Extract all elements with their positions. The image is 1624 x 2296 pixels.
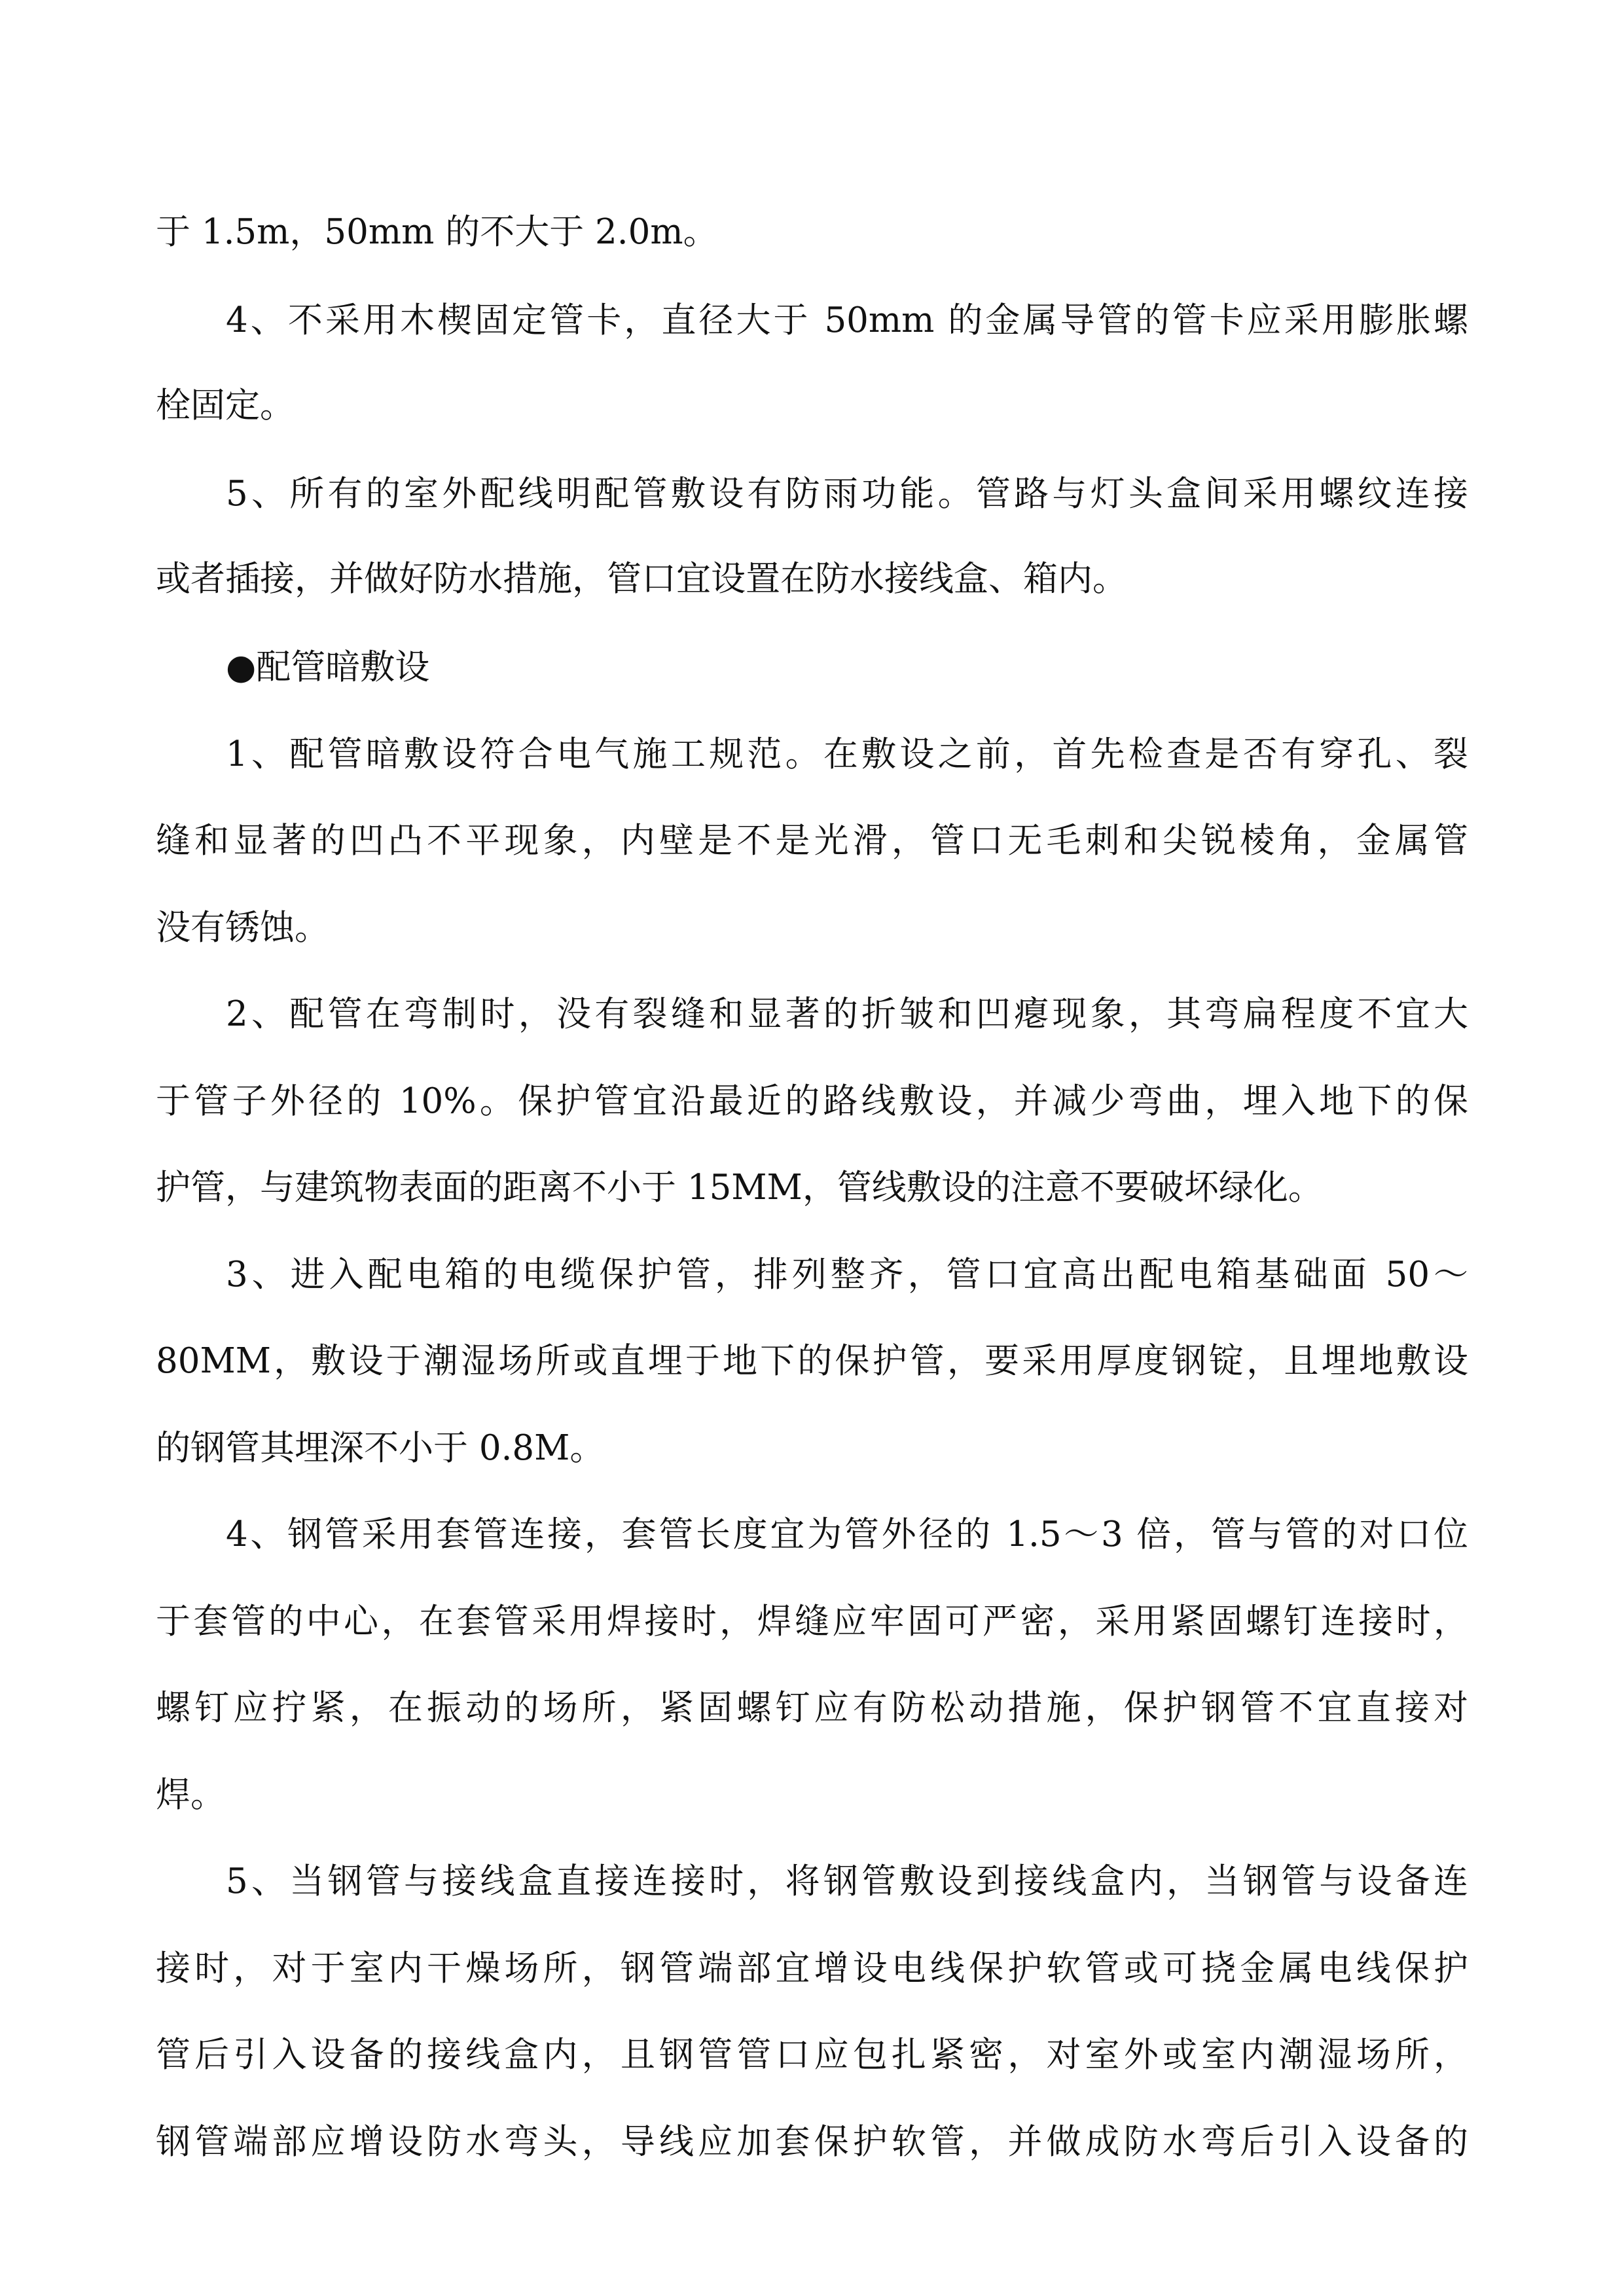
text-line: 或者插接，并做好防水措施，管口宜设置在防水接线盒、箱内。 [156, 559, 1127, 599]
text-line: 螺钉应拧紧，在振动的场所，紧固螺钉应有防松动措施，保护钢管不宜直接对 [156, 1688, 1468, 1728]
text-line: 钢管端部应增设防水弯头，导线应加套保护软管，并做成防水弯后引入设备的 [156, 2122, 1468, 2162]
text-line: 管后引入设备的接线盒内，且钢管管口应包扎紧密，对室外或室内潮湿场所， [156, 2035, 1468, 2075]
text-line: 没有锈蚀。 [156, 908, 329, 948]
text-line: 80MM，敷设于潮湿场所或直埋于地下的保护管，要采用厚度钢锭，且埋地敷设 [156, 1341, 1468, 1381]
text-line: 4、钢管采用套管连接，套管长度宜为管外径的 1.5～3 倍，管与管的对口位 [226, 1515, 1468, 1554]
text-line: 5、所有的室外配线明配管敷设有防雨功能。管路与灯头盒间采用螺纹连接 [226, 474, 1468, 514]
text-line: 缝和显著的凹凸不平现象，内壁是不是光滑，管口无毛刺和尖锐棱角，金属管 [156, 821, 1468, 861]
text-line: 于 1.5m，50mm 的不大于 2.0m。 [156, 212, 718, 252]
text-line: 护管，与建筑物表面的距离不小于 15MM，管线敷设的注意不要破坏绿化。 [156, 1168, 1323, 1208]
text-line: 栓固定。 [156, 386, 295, 425]
text-line: 于套管的中心，在套管采用焊接时，焊缝应牢固可严密，采用紧固螺钉连接时， [156, 1602, 1468, 1641]
text-line: 的钢管其埋深不小于 0.8M。 [156, 1428, 605, 1468]
text-line: 5、当钢管与接线盒直接连接时，将钢管敷设到接线盒内，当钢管与设备连 [226, 1861, 1468, 1901]
text-line: 焊。 [156, 1775, 225, 1815]
text-line: 3、进入配电箱的电缆保护管，排列整齐，管口宜高出配电箱基础面 50～ [226, 1255, 1468, 1295]
section-heading: ●配管暗敷设 [226, 647, 430, 687]
text-line: 接时，对于室内干燥场所，钢管端部宜增设电线保护软管或可挠金属电线保护 [156, 1948, 1468, 1988]
text-line: 2、配管在弯制时，没有裂缝和显著的折皱和凹瘪现象，其弯扁程度不宜大 [226, 994, 1468, 1034]
text-line: 于管子外径的 10%。保护管宜沿最近的路线敷设，并减少弯曲，埋入地下的保 [156, 1081, 1468, 1121]
text-line: 4、不采用木楔固定管卡，直径大于 50mm 的金属导管的管卡应采用膨胀螺 [226, 300, 1468, 340]
text-line: 1、配管暗敷设符合电气施工规范。在敷设之前，首先检查是否有穿孔、裂 [226, 734, 1468, 774]
